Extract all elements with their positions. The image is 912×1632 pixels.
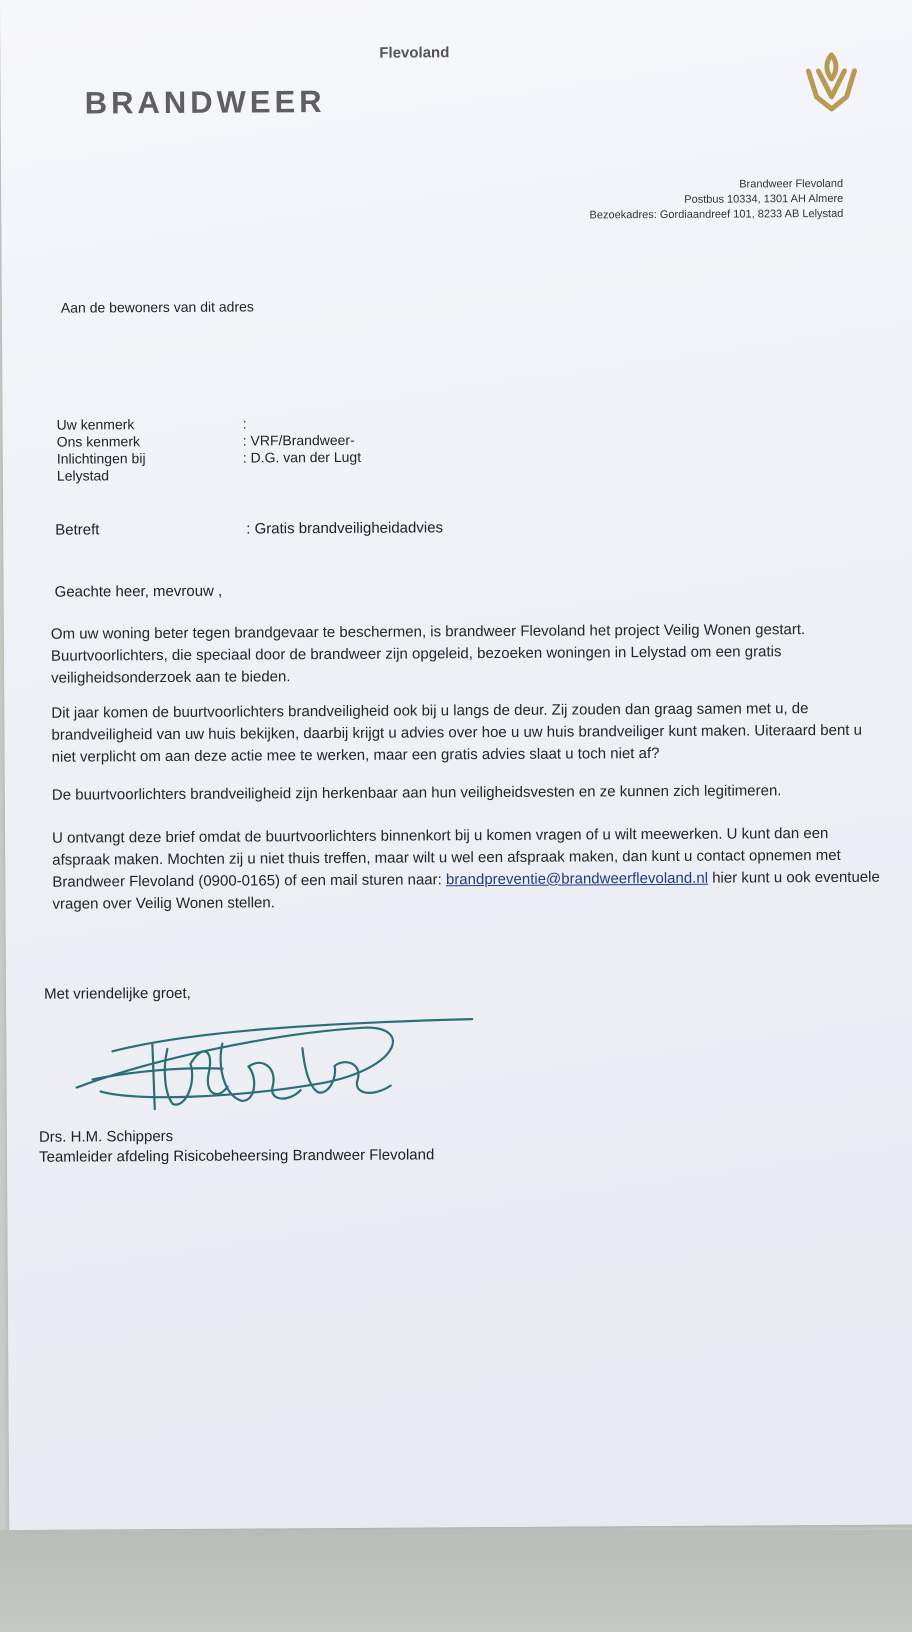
subject-label: Betreft — [55, 521, 100, 539]
body-paragraph: Dit jaar komen de buurtvoorlichters brandveiligheid ook bij u langs de deur. Zij zouden dan graag samen met u, de brandveiligheid van uw huis bekijken, daarbij krijgt u advies over hoe u uw huis brandveiliger kunt maken. Uiteraard bent u niet verplicht om aan deze actie mee te werken, maar een gratis advies slaat u toch niet af? — [51, 700, 862, 766]
body-paragraph: De buurtvoorlichters brandveiligheid zijn herkenbaar aan hun veiligheidsvesten en ze kunnen zich legitimeren. — [51, 782, 782, 804]
letterhead-region: Flevoland — [379, 44, 450, 62]
contact-text-end: hier kunt u ook eventuele vragen over Veilig Wonen stellen. — [52, 868, 880, 913]
background-surface — [0, 1530, 912, 1632]
signature — [72, 1007, 483, 1122]
sender-address — [589, 177, 843, 224]
reference-label: Lelystad — [56, 467, 110, 484]
letterhead-brand: BRANDWEER — [84, 84, 326, 121]
sender-visit-address: Bezoekadres: Gordiaandreef 101, 8233 AB Lelystad — [589, 207, 844, 222]
sender-postbus: Postbus 10334, 1301 AH Almere — [684, 192, 844, 206]
signer-block — [39, 1125, 434, 1167]
closing: Met vriendelijke groet, — [44, 984, 191, 1003]
subject-value: : Gratis brandveiligheidadvies — [246, 519, 444, 538]
sender-name: Brandweer Flevoland — [739, 177, 844, 191]
addressee: Aan de bewoners van dit adres — [60, 298, 254, 316]
salutation: Geachte heer, mevrouw , — [54, 582, 223, 601]
reference-label: Inlichtingen bij — [56, 450, 146, 467]
signer-name: Drs. H.M. Schippers — [38, 1127, 174, 1146]
email-link[interactable]: brandpreventie@brandweerflevoland.nl — [445, 869, 709, 889]
reference-label: Uw kenmerk — [56, 416, 135, 433]
reference-value: : VRF/Brandweer- — [242, 431, 355, 449]
brandweer-flame-crest-icon — [798, 49, 864, 115]
reference-value: : — [242, 415, 247, 432]
body-paragraph: Om uw woning beter tegen brandgevaar te beschermen, is brandweer Flevoland het project Veilig Wonen gestart. Buurtvoorlichters, die speciaal door de brandweer zijn opgeleid, bezoeken woningen in Lelystad om een gratis veiligheidsonderzoek aan te bieden. — [50, 621, 806, 687]
contact-paragraph — [52, 823, 883, 916]
reference-label: Ons kenmerk — [56, 433, 140, 450]
contact-text: U ontvangt deze brief omdat de buurtvoorlichters binnenkort bij u komen vragen of u wilt meewerken. U kunt dan een afspraak maken. Mochten zij u niet thuis treffen, maar wilt u wel een afspraak maken, dan kunt u contact opnemen met Brandweer Flevoland (0900-0165) of een mail sturen naar: — [52, 824, 841, 891]
reference-value: : D.G. van der Lugt — [242, 448, 362, 466]
signer-title: Teamleider afdeling Risicobeheersing Brandweer Flevoland — [39, 1146, 435, 1166]
